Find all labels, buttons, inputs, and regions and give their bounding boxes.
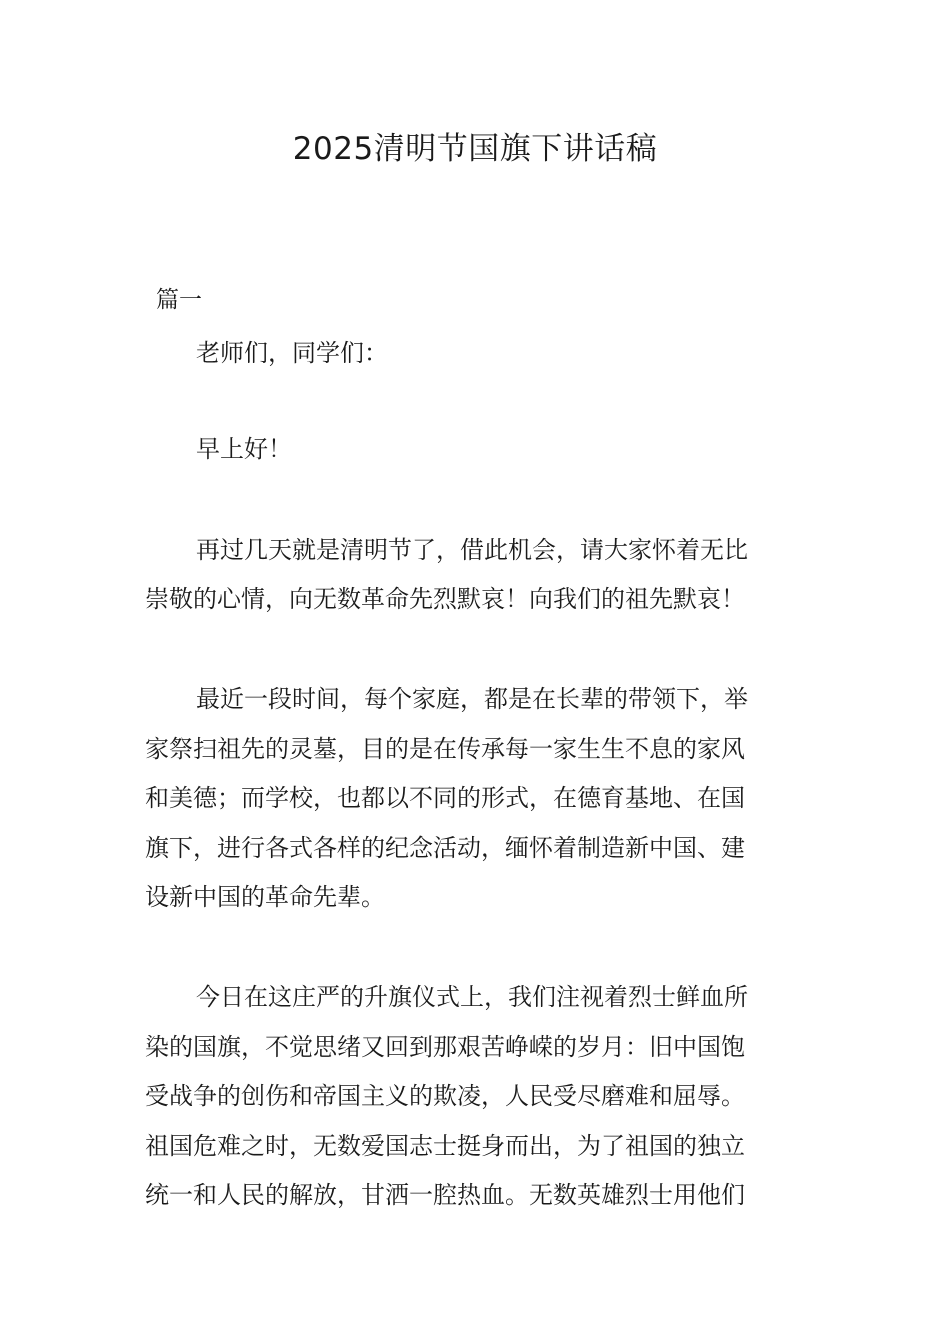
paragraph-line: 设新中国的革命先辈。 (145, 883, 385, 911)
paragraph-line: 崇敬的心情，向无数革命先烈默哀！向我们的祖先默哀！ (145, 585, 745, 613)
document-title: 2025清明节国旗下讲话稿 (292, 131, 658, 167)
paragraph-line: 统一和人民的解放，甘洒一腔热血。无数英雄烈士用他们 (145, 1181, 745, 1209)
paragraph-line: 再过几天就是清明节了，借此机会，请大家怀着无比 (196, 536, 748, 564)
paragraph-line: 家祭扫祖先的灵墓，目的是在传承每一家生生不息的家风 (145, 735, 745, 763)
paragraph-line: 染的国旗，不觉思绪又回到那艰苦峥嵘的岁月：旧中国饱 (145, 1033, 745, 1061)
section-label: 篇一 (156, 287, 202, 313)
paragraph-line: 和美德；而学校，也都以不同的形式，在德育基地、在国 (145, 784, 745, 812)
paragraph-line: 祖国危难之时，无数爱国志士挺身而出，为了祖国的独立 (145, 1132, 745, 1160)
paragraph-line: 旗下，进行各式各样的纪念活动，缅怀着制造新中国、建 (145, 834, 745, 862)
paragraph-line: 今日在这庄严的升旗仪式上，我们注视着烈士鲜血所 (196, 983, 748, 1011)
salutation-line: 早上好！ (196, 435, 292, 463)
paragraph-line: 最近一段时间，每个家庭，都是在长辈的带领下，举 (196, 685, 748, 713)
paragraph-line: 受战争的创伤和帝国主义的欺凌，人民受尽磨难和屈辱。 (145, 1082, 745, 1110)
greeting-line: 老师们，同学们： (196, 339, 388, 367)
